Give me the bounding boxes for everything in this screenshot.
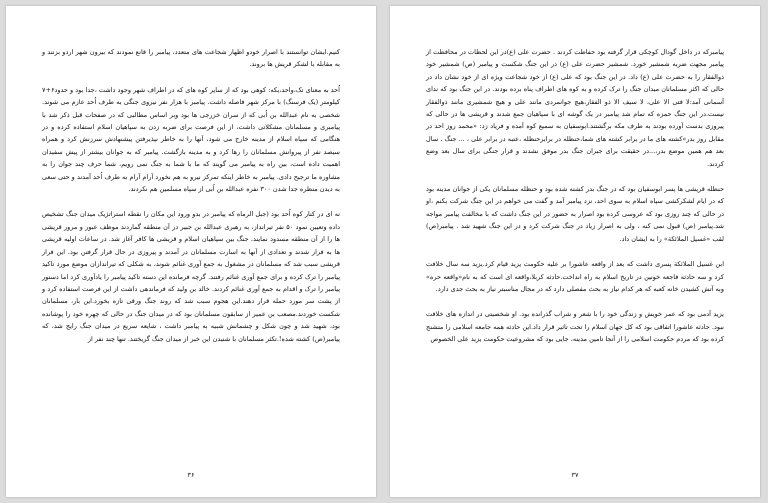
paragraph: ابن غسیل الملائکة پسری داشت که بعد از واقعه عاشورا بر علیه حکومت یزید قیام کرد.یزید سه سال خلافت کرد و سه حادثه فاجعه خونین در تاریخ اسلام به راه انداخت.حادثه کربلا،واقعه ای است که به نام«واقعه حره» وبه آتش کشیدن خانه کعبه که هر کدام نیاز به بحث مفصلی دارد که در مجال مناسبتر نیاز به بحث جدی دارد.: [426, 260, 724, 293]
paragraph: یزید آدمی بود که عمر خویش و زندگی خود را با شعر و شراب گذرانده بود. او شخصیتی در اندازه های خلافت نبود. حادثه عاشورا اتفاقی بود که کل جهان اسلام را تحت تاثیر قرار داد.این حادثه همه جامعه اسلامی را متشنج کرده بود که مردم حکومت اسلامی را از آنجا تامین مدینه، جایی بود که مشروعیت حکومت یزید علی الخصوص: [426, 310, 724, 344]
right-page: [390, 6, 760, 497]
left-page-text: [42, 46, 340, 358]
page-number: ۳۷: [571, 471, 579, 479]
paragraph: پیامبرکه در داخل گودال کوچکی قرار گرفته بود حفاظت کردند . حضرت علی (ع)در این لحظات در محافظت از پیامبر مجهت ضربه شمشیر خورد. شمشیر حضرت علی (ع) در این جنگ شکست و پیامبر (ص) شمشیر خود ذوالفقار را به حضرت علی (ع) داد. در این جنگ بود که علی (ع) از خود شجاعت ویژه ای از خود نشان داد در حالی که اکثر مسلمانان میدان جنگ را ترک کرده و به کوه های اطراف پناه برده بودند. در این جنگ بود که ندای آسمانی آمد:لا فتی الا علی، لا سیف الا ذو الفقار،هیچ جوانمردی مانند علی و هیچ شمشیری مانند ذوالفقار نیست.در این جنگ حمزه که تمام شد پیامبر در یک گوشه ای با سپاهیان جمع شدند و قریشی ها در حالی که پیروزی بدست آورده بودند به طرف مکه برگشتند.ابوسفیان به سمیع کوه آمده و فریاد زد: «محمد روز احد در مقابل روز بدر»کشته های ما در برابر کشته های شما،حنظله در برابرحنظله ،عتبه در برابر علی ، ... جنگ . سال بعد هم همین موضع بدر،...در حقیقت برای جبران جنگ بدر موفق نشدند و قرار جنگی برای سال بعد وضع کردند.: [426, 48, 724, 168]
paragraph: نه ای در کنار کوه اُحد بود (جبل الرماه که پیامبر در بدو ورود این مکان را نقطه استراتژیک میدان جنگ تشخیص داده وتعیین نمود ۵۰ نفر تیرانداز، به رهبری عبدالله بن جبیر در آن منطقه گماردند موظف عبور و مرور قریشی ها را از آن منطقه مسدود نمایند. جنگ بین سپاهیان اسلام و قریشی ها کافر آغاز شد. در ساعات اولیه قریشی ها به فرار شدند و تعدادی از آنها به اسارت مسلمانان در آمدند و پیروزی در حال قرار گرفتن بود. این فرار قریشی سبب شد که مسلمانان در مشغول به جمع آوری غنائم شوند، به شکلی که تیراندازان موضع مورد تاکید پیامبر را ترک کرده و برای جمع آوری غنائم رفتند. گرچه فرمانده این دسته تاکید پیامبر را یادآوری کرد اما دستور پیامبر را ترک و اقدام به جمع آوری غنائم کردند. خالد بن ولید که فرماندهی داشت از این فرصت استفاده کرد و از پشت سر مورد حمله قرار دهند.این هجوم سبب شد که روند جنگ ورقی تازه بخورد.این بار، مسلمانان شکست خوردند.مصعب بن عمیر از سابقون مسلمانان بود که در میدان جنگ در حالی که چهره خود را پوشانده بود، شهید شد و چون شکل و چشمانش شبیه به پیامبر داشت ، شایعه سریع در میدان جنگ رایج شد، که پیامبر(ص) کشته شده!.تکثر مسلمانان با شنیدن این خبر از میدان جنگ گریختند. تنها چند نفر از: [42, 210, 340, 343]
paragraph: کنیم.ایشان توانستند با اصرار خودو اظهار شجاعت های متعدد، پیامبر را قانع نمودند که بیرون شهر اردو بزنند و به مقابله با لشکر قریش ها بروند.: [42, 48, 340, 69]
paragraph: اُحد به معنای تک،واحد،یکه: کوهی بود که از سایر کوه های که در اطراف شهر وجود داشت ،جدا بود و حدود۶+۷ کیلومتر (یک فرسنگ) با مرکز شهر فاصله داشت. پیامبر با هزار نفر نیروی جنگی به طرف اُحد عازم می شوند. شخصی به نام عبدالله بن اُبی که از سران خزرجی ها بود وبر اساس مطالبی که در صفحات قبل ذکر شد با پیامبری و مسلمانان مشکلاتی داشت، از این فرصت برای ضربه زدن به سپاهیان اسلام استفاده کرده و در هنگامی که سپاه اسلام از مدینه خارج می شود، آنها را به خاطر نپذیرفتن پیشنهادش سرزنش کرد و همراه سیصد نفر از پیروانش مسلمانان را رها کرد و به مدینه بازگشت. پیامبر که به جوانان بیشتر از پیش سفیدان اهمیت داده است، بین راه به پیامبر می گویند که ما با شما به جنگ نمی رویم، شما حرف چند جوان را به مشاوره ما ترجیح دادی. پیامبر به خاطر اینکه تمرکز نیرو به هم نخورد آرام آرام به طرف اُحد آمدند و حتی سعی به دیدن منظره جدا شدن ۳۰۰ نفره عبدالله بن اُبی از سپاه مسلمین هم نکردند.: [42, 85, 340, 194]
paragraph: حنظله قریشی ها پسر ابوسفیان بود که در جنگ بدر کشته شده بود و حنظله مسلمانان یکی از جوانان مدینه بود که در ایام لشکرکشی سپاه اسلام به سوی احد، نزد پیامبر آمد و گفت می خواهم در این جنگ شرکت بکنم ،او در حالی که چند روزی بود که عروسی کرده بود اصرار به حضور در این جنگ داشت که با مخالفت پیامبر مواجه شد.پیامبر (ص) قبول نمی کنه ، ولی به اصرار زیاد در جنگ شرکت کرد و در این جنگ شهید شد . پیامبر(ص) لقب «غسیل الملائکة» را به ایشان داد.: [426, 185, 724, 243]
page-number: ۳۶: [187, 471, 195, 479]
left-page: [6, 6, 376, 497]
right-page-text: [426, 46, 724, 359]
